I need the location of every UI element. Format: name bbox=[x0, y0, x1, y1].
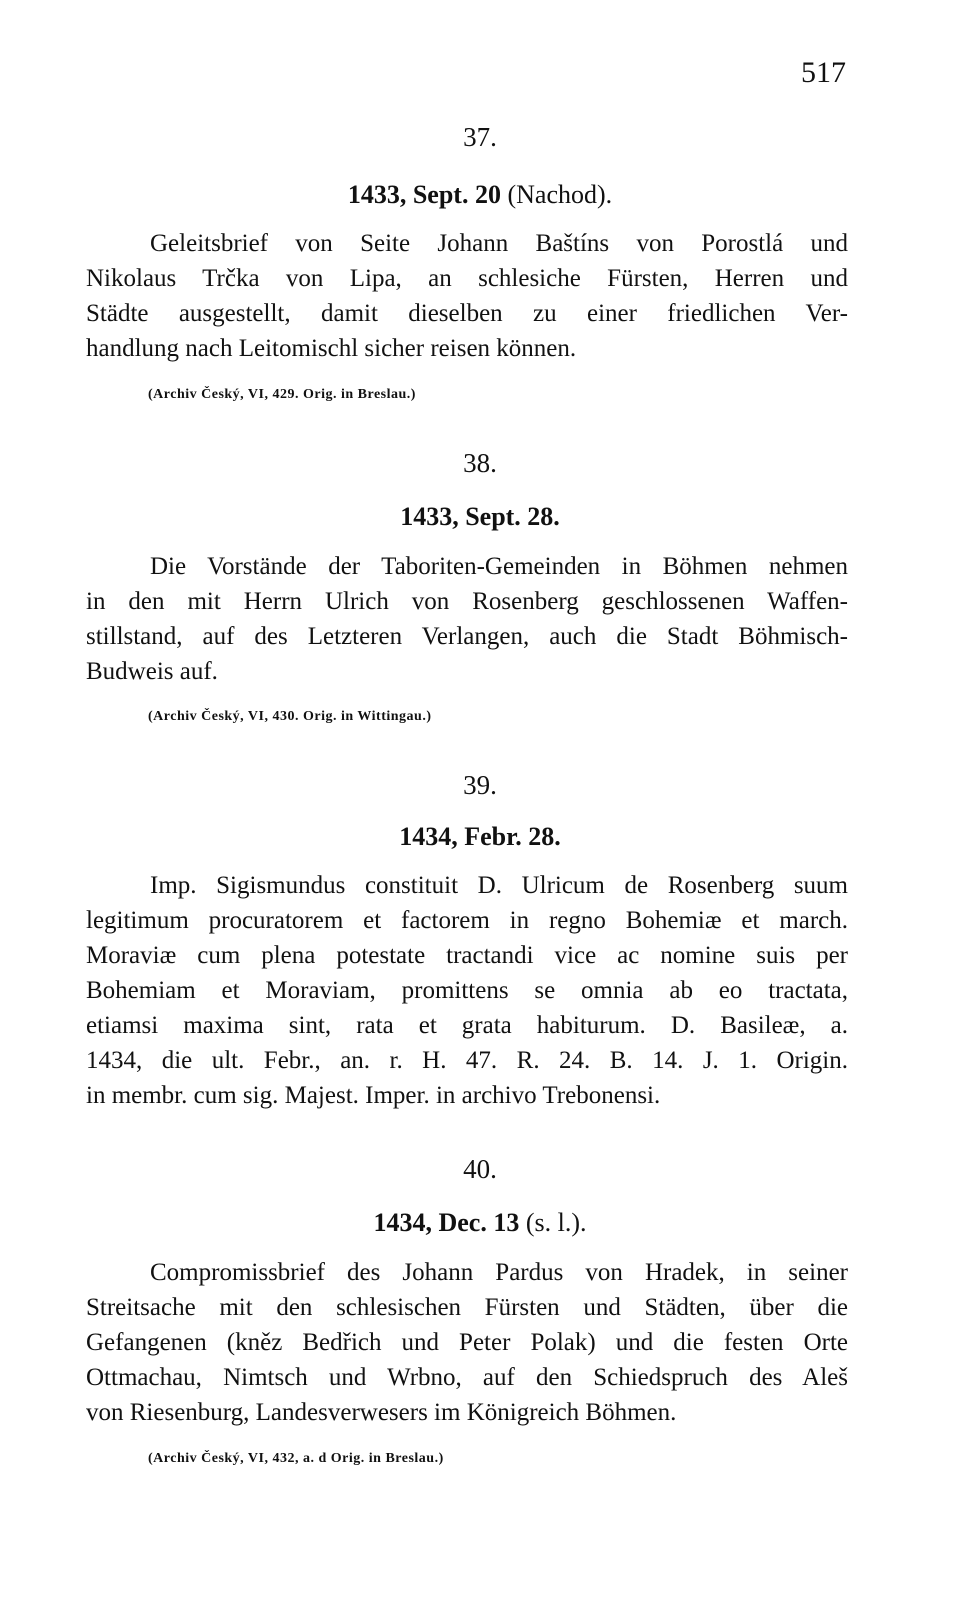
entry-text-line: Nikolaus Trčka von Lipa, an schlesiche Fürsten, Herren und bbox=[86, 265, 848, 292]
entry-date-bold: 1433, Sept. 28. bbox=[400, 502, 560, 531]
entry-number: 38. bbox=[463, 448, 497, 478]
source-citation: (Archiv Český, VI, 429. Orig. in Breslau.) bbox=[148, 387, 416, 402]
entry-text-line: legitimum procuratorem et factorem in regno Bohemiæ et march. bbox=[86, 907, 848, 934]
entry-date bbox=[0, 1208, 960, 1238]
entry-number: 40. bbox=[463, 1154, 497, 1184]
page-number: 517 bbox=[801, 56, 846, 89]
entry-text-line: handlung nach Leitomischl sicher reisen können. bbox=[86, 335, 577, 362]
entry-text-line: Bohemiam et Moraviam, promittens se omnia ab eo tractata, bbox=[86, 977, 848, 1004]
entry-text-line: in membr. cum sig. Majest. Imper. in archivo Trebonensi. bbox=[86, 1082, 661, 1109]
entry-date bbox=[0, 180, 960, 210]
entry-text-line: Compromissbrief des Johann Pardus von Hradek, in seiner bbox=[150, 1259, 848, 1286]
entry-text-line: von Riesenburg, Landesverwesers im Königreich Böhmen. bbox=[86, 1399, 677, 1426]
entry-text-line: stillstand, auf des Letzteren Verlangen, auch die Stadt Böhmisch- bbox=[86, 623, 848, 650]
entry-number: 37. bbox=[463, 122, 497, 152]
entry-text-line: in den mit Herrn Ulrich von Rosenberg geschlossenen Waffen- bbox=[86, 588, 848, 615]
entry-number: 39. bbox=[463, 770, 497, 800]
entry-text-line: Streitsache mit den schlesischen Fürsten und Städten, über die bbox=[86, 1294, 848, 1321]
entry-date bbox=[0, 502, 960, 532]
entry-text-line: Budweis auf. bbox=[86, 658, 218, 685]
entry-text-line: Gefangenen (kněz Bedřich und Peter Polak) und die festen Orte bbox=[86, 1329, 848, 1356]
entry-text-line: Imp. Sigismundus constituit D. Ulricum de Rosenberg suum bbox=[150, 872, 848, 899]
entry-text-line: Moraviæ cum plena potestate tractandi vice ac nomine suis per bbox=[86, 942, 848, 969]
source-citation: (Archiv Český, VI, 432, a. d Orig. in Breslau.) bbox=[148, 1451, 444, 1466]
source-citation: (Archiv Český, VI, 430. Orig. in Wittingau.) bbox=[148, 709, 432, 724]
entry-text-line: 1434, die ult. Febr., an. r. H. 47. R. 24. B. 14. J. 1. Origin. bbox=[86, 1047, 848, 1074]
entry-text-line: Ottmachau, Nimtsch und Wrbno, auf den Schiedspruch des Aleš bbox=[86, 1364, 848, 1391]
entry-date-note: (s. l.). bbox=[519, 1208, 587, 1237]
entry-date-bold: 1434, Dec. 13 bbox=[373, 1208, 520, 1237]
entry-text-line: Städte ausgestellt, damit dieselben zu einer friedlichen Ver- bbox=[86, 300, 848, 327]
entry-text-line: Geleitsbrief von Seite Johann Baštíns von Porostlá und bbox=[150, 230, 848, 257]
entry-date-bold: 1434, Febr. 28. bbox=[399, 822, 561, 851]
entry-text-line: etiamsi maxima sint, rata et grata habiturum. D. Basileæ, a. bbox=[86, 1012, 848, 1039]
entry-date-note: (Nachod). bbox=[500, 180, 613, 209]
entry-date-bold: 1433, Sept. 20 bbox=[347, 180, 501, 209]
entry-date bbox=[0, 822, 960, 852]
entry-text-line: Die Vorstände der Taboriten-Gemeinden in Böhmen nehmen bbox=[150, 553, 848, 580]
